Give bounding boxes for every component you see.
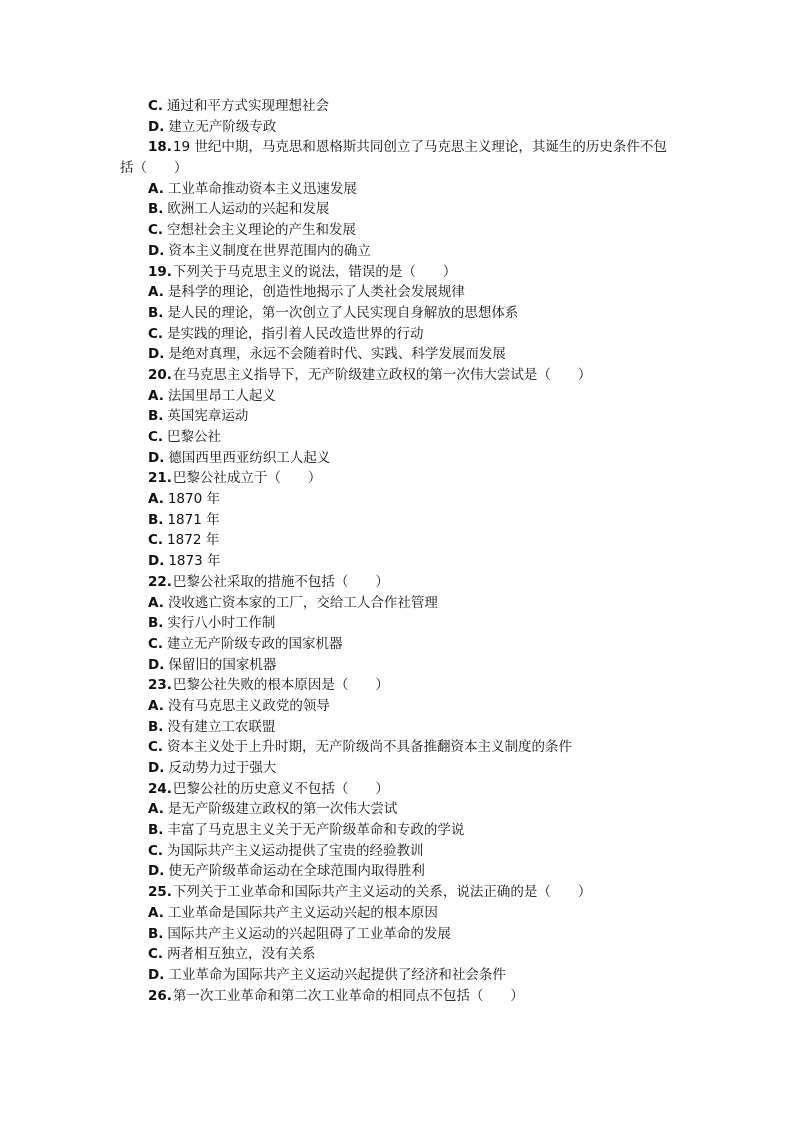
option-item	[148, 820, 688, 841]
option-text: 1872 年	[167, 532, 220, 549]
option-label: D.	[148, 346, 165, 363]
option-text: 巴黎公社	[167, 429, 222, 445]
option-item	[148, 386, 688, 407]
option-label: A.	[148, 594, 164, 611]
question-stem	[148, 675, 688, 696]
question-number: 25.	[148, 884, 172, 901]
option-item	[148, 799, 688, 820]
option-item	[148, 696, 688, 717]
option-item	[148, 717, 688, 738]
option-label: D.	[148, 966, 165, 983]
option-text: 是无产阶级建立政权的第一次伟大尝试	[167, 801, 398, 818]
question-text: 下列关于工业革命和国际共产主义运动的关系，说法正确的是（ ）	[172, 884, 592, 901]
option-label: D.	[148, 760, 165, 776]
option-label: B.	[148, 615, 164, 632]
option-text: 资本主义处于上升时期，无产阶级尚不具备推翻资本主义制度的条件	[167, 739, 573, 756]
question-number: 22.	[148, 573, 172, 590]
option-text: 1870 年	[167, 491, 220, 508]
option-label: C.	[148, 946, 164, 963]
question-stem	[148, 137, 688, 158]
option-label: C.	[148, 842, 164, 859]
question-text: 巴黎公社采取的措施不包括（ ）	[172, 573, 389, 590]
option-item	[148, 241, 688, 262]
option-item	[148, 903, 688, 924]
option-item	[148, 613, 688, 634]
option-text: 资本主义制度在世界范围内的确立	[168, 242, 371, 259]
question-text: 巴黎公社的历史意义不包括（ ）	[172, 780, 389, 797]
option-text: 建立无产阶级专政	[168, 118, 277, 135]
option-label: C.	[148, 222, 164, 239]
option-text: 通过和平方式实现理想社会	[167, 98, 330, 114]
option-item	[148, 861, 688, 882]
option-text: 1871 年	[167, 511, 220, 528]
question-stem	[148, 468, 688, 489]
option-item	[148, 737, 688, 758]
option-item	[148, 634, 688, 655]
question-number: 23.	[148, 677, 172, 694]
question-text: 第一次工业革命和第二次工业革命的相同点不包括（ ）	[172, 987, 524, 1004]
option-item	[148, 179, 688, 200]
option-text: 反动势力过于强大	[168, 760, 277, 776]
question-text: 19 世纪中期，马克思和恩格斯共同创立了马克思主义理论，其诞生的历史条件不包	[172, 139, 667, 156]
option-text: 国际共产主义运动的兴起阻碍了工业革命的发展	[167, 925, 451, 942]
option-label: C.	[148, 635, 164, 652]
question-stem	[148, 779, 688, 800]
option-label: B.	[148, 304, 164, 321]
option-text: 欧洲工人运动的兴起和发展	[167, 201, 330, 218]
option-text: 工业革命是国际共产主义运动兴起的根本原因	[167, 904, 438, 921]
option-label: D.	[148, 553, 165, 570]
option-text: 德国西里西亚纺织工人起义	[168, 449, 331, 466]
question-stem	[148, 572, 688, 593]
question-number: 18.	[148, 139, 172, 156]
option-label: C.	[148, 429, 164, 445]
option-text: 使无产阶级革命运动在全球范围内取得胜利	[168, 863, 425, 880]
option-text: 为国际共产主义运动提供了宝贵的经验教训	[167, 842, 424, 859]
option-label: B.	[148, 718, 164, 735]
option-item	[148, 220, 688, 241]
option-label: C.	[148, 98, 164, 114]
option-text: 工业革命为国际共产主义运动兴起提供了经济和社会条件	[168, 966, 506, 983]
question-stem	[148, 986, 688, 1007]
question-number: 21.	[148, 470, 172, 487]
option-label: A.	[148, 697, 164, 714]
question-text: 巴黎公社成立于（ ）	[172, 470, 322, 487]
option-text: 丰富了马克思主义关于无产阶级革命和专政的学说	[167, 822, 465, 839]
option-item	[148, 530, 688, 551]
option-item	[148, 841, 688, 862]
question-stem	[148, 262, 688, 283]
option-item	[148, 344, 688, 365]
option-item	[148, 117, 688, 138]
option-label: D.	[148, 863, 165, 880]
option-item	[148, 944, 688, 965]
option-text: 英国宪章运动	[167, 408, 249, 425]
option-label: B.	[148, 201, 164, 218]
option-text: 1873 年	[168, 553, 221, 570]
option-text: 是科学的理论，创造性地揭示了人类社会发展规律	[167, 284, 465, 301]
option-item	[148, 510, 688, 531]
option-item	[148, 406, 688, 427]
option-item	[148, 199, 688, 220]
option-label: A.	[148, 904, 164, 921]
option-label: C.	[148, 532, 164, 549]
option-item	[148, 303, 688, 324]
option-label: B.	[148, 408, 164, 425]
option-text: 法国里昂工人起义	[167, 387, 276, 404]
question-text: 巴黎公社失败的根本原因是（ ）	[172, 677, 389, 694]
question-text: 在马克思主义指导下，无产阶级建立政权的第一次伟大尝试是（ ）	[172, 366, 592, 383]
option-label: A.	[148, 180, 164, 197]
question-text-continuation: 括（ ）	[120, 160, 188, 177]
question-stem	[148, 882, 688, 903]
option-label: D.	[148, 656, 165, 673]
option-label: B.	[148, 925, 164, 942]
question-stem	[148, 365, 688, 386]
option-label: A.	[148, 801, 164, 818]
question-number: 20.	[148, 366, 172, 383]
option-text: 是人民的理论，第一次创立了人民实现自身解放的思想体系	[167, 304, 519, 321]
option-item	[148, 758, 688, 779]
option-label: D.	[148, 118, 165, 135]
option-text: 是绝对真理，永远不会随着时代、实践、科学发展而发展	[168, 346, 506, 363]
option-item	[148, 965, 688, 986]
option-item	[148, 551, 688, 572]
option-label: C.	[148, 325, 164, 342]
option-text: 空想社会主义理论的产生和发展	[167, 222, 357, 239]
option-item	[148, 96, 688, 117]
option-item	[148, 593, 688, 614]
option-label: C.	[148, 739, 164, 756]
option-text: 没收逃亡资本家的工厂，交给工人合作社管理	[167, 594, 438, 611]
option-item	[148, 489, 688, 510]
question-number: 19.	[148, 263, 172, 280]
option-item	[148, 655, 688, 676]
option-text: 实行八小时工作制	[167, 615, 276, 632]
question-text: 下列关于马克思主义的说法，错误的是（ ）	[172, 263, 457, 280]
question-list	[120, 96, 688, 1006]
option-text: 工业革命推动资本主义迅速发展	[167, 180, 357, 197]
option-text: 没有马克思主义政党的领导	[167, 697, 330, 714]
option-text: 两者相互独立，没有关系	[167, 946, 316, 963]
option-label: D.	[148, 242, 165, 259]
option-label: A.	[148, 284, 164, 301]
option-item	[148, 282, 688, 303]
option-item	[148, 448, 688, 469]
option-item	[148, 324, 688, 345]
option-text: 没有建立工农联盟	[167, 718, 276, 735]
question-number: 26.	[148, 987, 172, 1004]
option-item	[148, 427, 688, 448]
option-label: D.	[148, 449, 165, 466]
option-label: B.	[148, 511, 164, 528]
option-item	[148, 924, 688, 945]
option-label: B.	[148, 822, 164, 839]
option-label: A.	[148, 491, 164, 508]
option-text: 是实践的理论，指引着人民改造世界的行动	[167, 325, 424, 342]
option-text: 保留旧的国家机器	[168, 656, 277, 673]
question-number: 24.	[148, 780, 172, 797]
option-label: A.	[148, 387, 164, 404]
option-text: 建立无产阶级专政的国家机器	[167, 635, 343, 652]
